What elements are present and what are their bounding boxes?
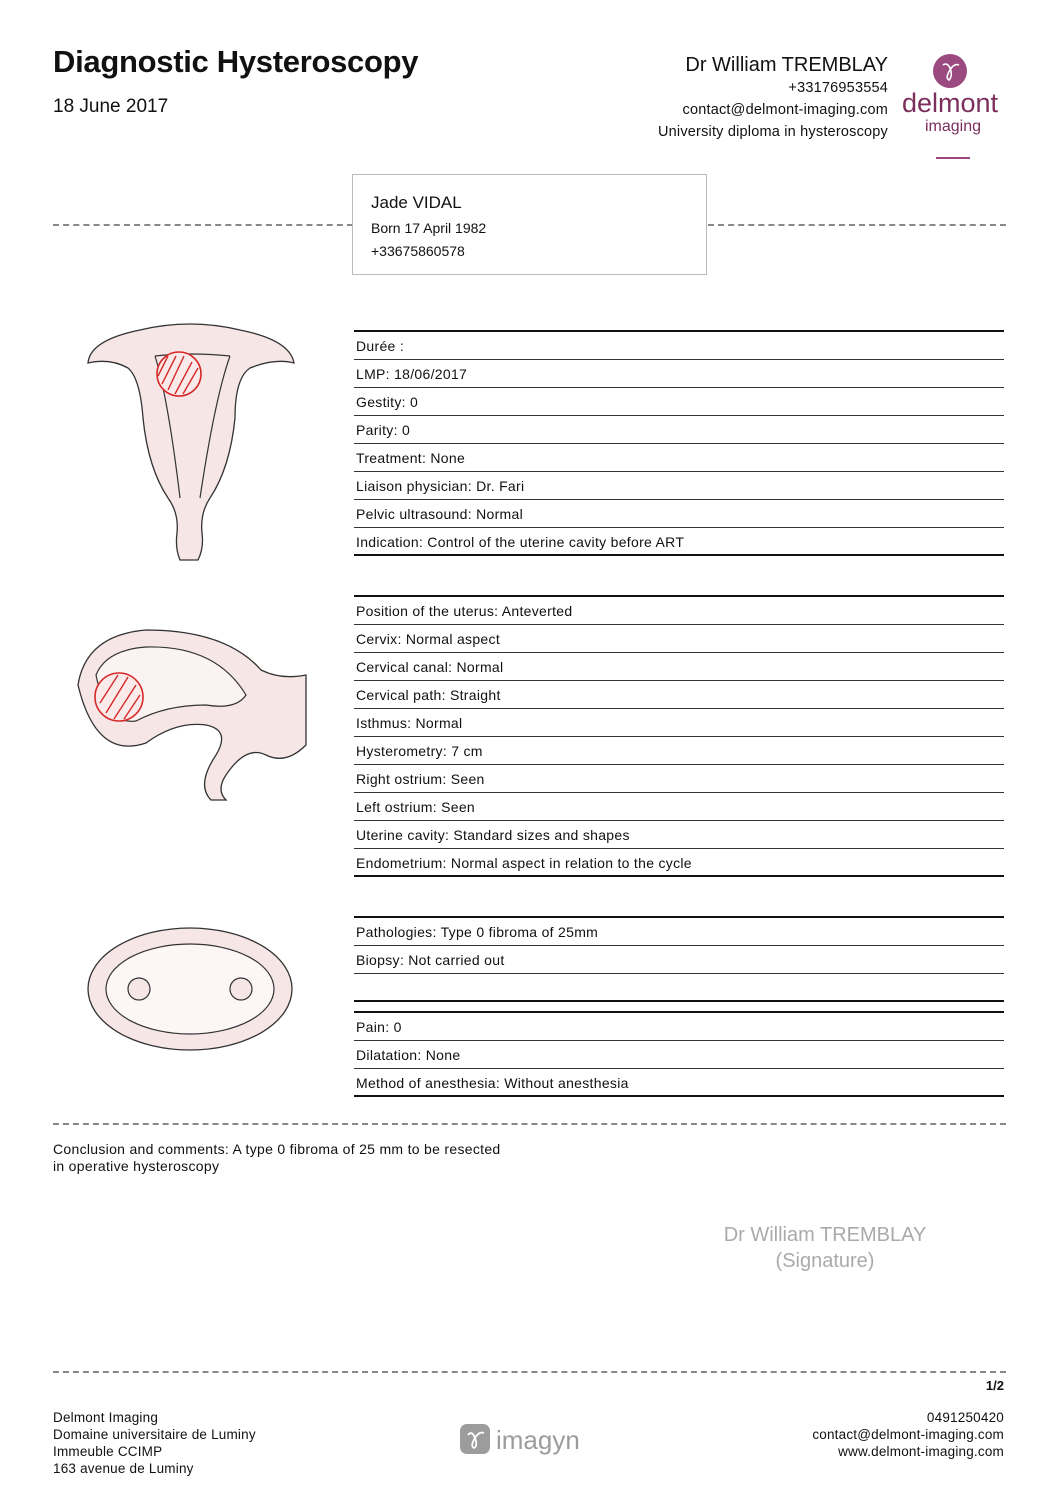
footer-contact (812, 1409, 1004, 1460)
info-row: Isthmus: Normal (354, 709, 1004, 737)
separator (53, 224, 353, 226)
info-row: Gestity: 0 (354, 388, 1004, 416)
info-row: Right ostrium: Seen (354, 765, 1004, 793)
separator (53, 1123, 1006, 1125)
imagyn-text: imagyn (496, 1425, 580, 1455)
info-row: Uterine cavity: Standard sizes and shapes (354, 821, 1004, 849)
signature-block (680, 1222, 970, 1274)
doctor-phone: +33176953554 (788, 80, 888, 96)
patient-name: Jade VIDAL (371, 193, 462, 212)
separator (53, 1371, 1006, 1373)
section-pathologies (354, 916, 1004, 1002)
doctor-email: contact@delmont-imaging.com (682, 102, 888, 118)
info-row: Pathologies: Type 0 fibroma of 25mm (354, 918, 1004, 946)
info-row: Treatment: None (354, 444, 1004, 472)
info-row: Left ostrium: Seen (354, 793, 1004, 821)
blank-row (354, 974, 1004, 1002)
footer-phone: 0491250420 (926, 1410, 1004, 1425)
info-row: Hysterometry: 7 cm (354, 737, 1004, 765)
report-title: Diagnostic Hysteroscopy (53, 44, 419, 79)
info-row: Method of anesthesia: Without anesthesia (354, 1069, 1004, 1097)
doctor-name: Dr William TREMBLAY (685, 54, 888, 76)
section-anesthesia (354, 1011, 1004, 1097)
section-clinical-info (354, 330, 1004, 556)
delmont-logo (898, 52, 1008, 162)
footer-address-line: Domaine universitaire de Luminy (53, 1427, 256, 1442)
patient-birth: Born 17 April 1982 (371, 220, 487, 236)
logo-text-delmont: delmont (901, 88, 999, 118)
doctor-info (658, 54, 888, 143)
patient-card (352, 174, 707, 275)
logo-text-imaging: imaging (924, 118, 982, 135)
info-row: Dilatation: None (354, 1041, 1004, 1069)
page-number: 1/2 (985, 1378, 1004, 1393)
info-row: Indication: Control of the uterine cavity before ART (354, 528, 1004, 556)
uterus-sagittal-diagram (66, 625, 316, 810)
info-row: Parity: 0 (354, 416, 1004, 444)
imagyn-logo (458, 1420, 603, 1465)
info-row: Liaison physician: Dr. Fari (354, 472, 1004, 500)
cervix-diagram (86, 925, 296, 1060)
info-row: Endometrium: Normal aspect in relation to the cycle (354, 849, 1004, 877)
footer-website: www.delmont-imaging.com (838, 1444, 1004, 1459)
conclusion-line: in operative hysteroscopy (53, 1158, 220, 1174)
conclusion (53, 1141, 573, 1175)
footer-address (53, 1409, 256, 1477)
info-row: LMP: 18/06/2017 (354, 360, 1004, 388)
info-row: Cervix: Normal aspect (354, 625, 1004, 653)
info-row: Cervical canal: Normal (354, 653, 1004, 681)
info-row: Biopsy: Not carried out (354, 946, 1004, 974)
footer-address-line: 163 avenue de Luminy (53, 1461, 194, 1476)
footer-email: contact@delmont-imaging.com (812, 1427, 1004, 1442)
signature-name: Dr William TREMBLAY (723, 1224, 927, 1246)
info-row: Cervical path: Straight (354, 681, 1004, 709)
conclusion-line: Conclusion and comments: A type 0 fibroma of 25 mm to be resected (53, 1141, 501, 1157)
section-examination (354, 595, 1004, 877)
signature-label: (Signature) (775, 1250, 875, 1272)
info-row: Pain: 0 (354, 1013, 1004, 1041)
info-row: Position of the uterus: Anteverted (354, 597, 1004, 625)
patient-phone: +33675860578 (371, 243, 465, 259)
uterus-frontal-diagram (80, 318, 305, 568)
footer-address-line: Immeuble CCIMP (53, 1444, 163, 1459)
info-row: Durée : (354, 332, 1004, 360)
info-row: Pelvic ultrasound: Normal (354, 500, 1004, 528)
report-date: 18 June 2017 (53, 96, 169, 117)
footer-address-line: Delmont Imaging (53, 1410, 159, 1425)
doctor-diploma: University diploma in hysteroscopy (657, 124, 888, 140)
separator (708, 224, 1006, 226)
